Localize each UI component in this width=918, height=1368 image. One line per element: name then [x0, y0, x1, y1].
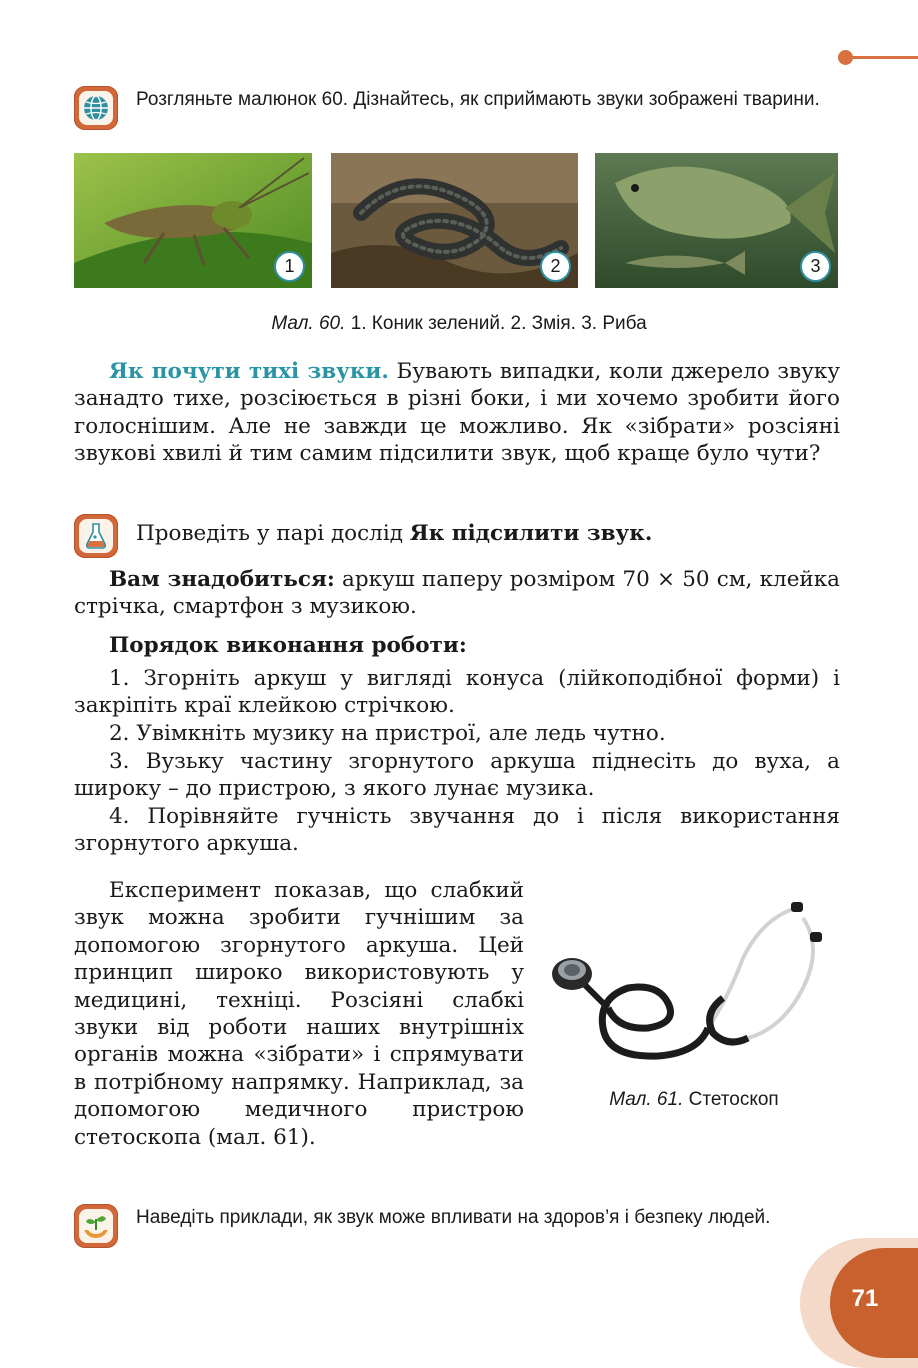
flask-icon [74, 514, 118, 558]
procedure-step-4: 4. Порівняйте гучність звучання до і після використання згорнутого аркуша. [74, 804, 840, 857]
task2-text [136, 520, 840, 547]
photo-number-2: 2 [540, 251, 571, 282]
figure-60-text: 1. Коник зелений. 2. Змія. 3. Риба [350, 313, 647, 334]
section-heading: Як почути тихі звуки. [109, 359, 389, 384]
photo-number-3: 3 [800, 251, 831, 282]
materials-paragraph [74, 566, 840, 621]
figure-60-label: Мал. 60. [271, 313, 346, 334]
task3-text: Наведіть приклади, як звук може впливати на здоров’я і безпеку людей. [136, 1207, 771, 1228]
materials-label: Вам знадобиться: [109, 567, 335, 592]
header-decoration-line [850, 56, 918, 59]
photo-fish [595, 153, 838, 288]
plant-hands-icon [74, 1204, 118, 1248]
procedure-step-1: 1. Згорніть аркуш у вигляді конуса (лійкоподібної форми) і закріпіть краї клейкою стрічкою. [74, 666, 840, 719]
section-text: Бувають випадки, коли джерело звуку занадто тихе, розсіюється в різні боки, і ми хочемо зробити його голоснішим. Але не завжди це можливо. Як «зібрати» розсіяні звукові хвилі й тим самим підсилити звук, щоб краще було чути? [74, 359, 841, 467]
figure-61-text: Стетоскоп [688, 1089, 779, 1110]
photo-grasshopper [74, 153, 312, 288]
materials-text: аркуш паперу розміром 70 × 50 см, клейка стрічка, смартфон з музикою. [74, 567, 841, 620]
task2-lead: Проведіть у парі дослід [136, 521, 403, 546]
photo-number-1: 1 [274, 251, 305, 282]
figure-61-caption [548, 1088, 840, 1112]
figure-60-caption [0, 312, 918, 336]
figure-61-label: Мал. 61. [609, 1089, 684, 1110]
header-decoration-dot [838, 50, 853, 65]
task2-experiment-title: Як підсилити звук. [409, 521, 653, 546]
experiment-paragraph: Експеримент показав, що слабкий звук можна зробити гучнішим за допомогою згорнутого аркуша. Цей принцип широко використовують у медицині, техніці. Розсіяні слабкі звуки від роботи наших внутрішніх органів можна «зібрати» і спрямувати в потрібному напрямку. Наприклад, за допомогою медичного пристрою стетоскопа (мал. 61). [74, 878, 524, 1150]
page-number: 71 [851, 1285, 879, 1312]
stethoscope-image [548, 888, 840, 1073]
section-paragraph [74, 358, 840, 468]
procedure-step-3: 3. Вузьку частину згорнутого аркуша піднесіть до вуха, а широку – до пристрою, з якого лунає музика. [74, 749, 840, 802]
task1-text: Розгляньте малюнок 60. Дізнайтесь, як сприймають звуки зображені тварини. [136, 89, 820, 110]
procedure-step-2: 2. Увімкніть музику на пристрої, але ледь чутно. [109, 721, 666, 746]
globe-icon [74, 86, 118, 130]
photo-snake [331, 153, 578, 288]
procedure-heading: Порядок виконання роботи: [109, 633, 467, 658]
